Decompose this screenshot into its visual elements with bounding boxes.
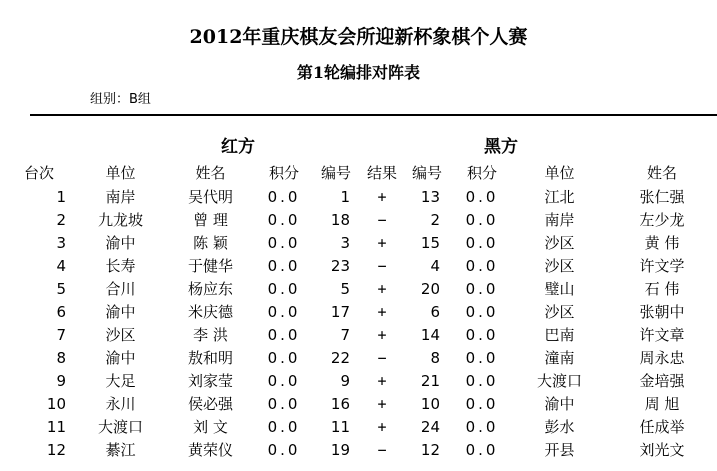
- red-points-cell: 0.0: [267, 325, 301, 344]
- black-unit-cell: 彭水: [544, 418, 575, 436]
- red-number-cell: 9: [340, 371, 350, 390]
- black-unit-cell: 沙区: [544, 234, 575, 252]
- table-row: [0, 277, 717, 300]
- red-unit-cell: 渝中: [105, 234, 136, 252]
- red-unit-cell: 渝中: [105, 303, 136, 321]
- black-points-cell: 0.0: [465, 417, 499, 436]
- red-side-heading: 红方: [221, 137, 255, 157]
- col-header-red-name: 姓名: [195, 163, 226, 182]
- red-name-cell: 于健华: [187, 257, 233, 275]
- round-subtitle: 第1轮编排对阵表: [296, 63, 421, 82]
- black-points-cell: 0.0: [465, 371, 499, 390]
- black-name-cell: 许文学: [639, 257, 685, 275]
- red-points-cell: 0.0: [267, 417, 301, 436]
- black-unit-cell: 南岸: [544, 211, 575, 229]
- black-name-cell: 许文章: [639, 326, 685, 344]
- black-points-cell: 0.0: [465, 256, 499, 275]
- header-divider: [30, 114, 717, 116]
- black-unit-cell: 大渡口: [536, 372, 582, 390]
- black-name-cell: 张朝中: [639, 303, 685, 321]
- table-row: [0, 415, 717, 438]
- table-row: [0, 392, 717, 415]
- black-number-cell: 20: [420, 279, 440, 298]
- red-name-cell: 陈 颖: [193, 234, 228, 252]
- black-points-cell: 0.0: [465, 325, 499, 344]
- table-number-cell: 9: [56, 371, 66, 390]
- table-number-cell: 1: [56, 187, 66, 206]
- black-name-cell: 周永忠: [639, 349, 685, 367]
- red-unit-cell: 永川: [105, 395, 136, 413]
- col-header-black-name: 姓名: [646, 163, 677, 182]
- result-cell: −: [377, 348, 387, 367]
- page-title: 2012年重庆棋友会所迎新杯象棋个人赛: [189, 26, 528, 48]
- red-unit-cell: 渝中: [105, 349, 136, 367]
- black-number-cell: 2: [430, 210, 440, 229]
- table-row: [0, 208, 717, 231]
- result-cell: +: [377, 279, 387, 298]
- red-points-cell: 0.0: [267, 187, 301, 206]
- red-name-cell: 刘家莹: [187, 372, 233, 390]
- col-header-red-unit: 单位: [105, 163, 136, 182]
- red-number-cell: 1: [340, 187, 350, 206]
- red-unit-cell: 南岸: [105, 188, 136, 206]
- red-number-cell: 19: [330, 440, 350, 459]
- red-number-cell: 18: [330, 210, 350, 229]
- black-points-cell: 0.0: [465, 440, 499, 459]
- result-cell: +: [377, 417, 387, 436]
- red-points-cell: 0.0: [267, 440, 301, 459]
- table-number-cell: 10: [46, 394, 66, 413]
- red-name-cell: 米庆德: [187, 303, 233, 321]
- red-name-cell: 敖和明: [187, 349, 233, 367]
- black-points-cell: 0.0: [465, 348, 499, 367]
- table-row: [0, 231, 717, 254]
- black-number-cell: 24: [420, 417, 440, 436]
- col-header-table: 台次: [23, 163, 54, 182]
- table-header-row: [0, 159, 717, 185]
- table-number-cell: 5: [56, 279, 66, 298]
- black-unit-cell: 巴南: [544, 326, 575, 344]
- black-name-cell: 石 伟: [644, 280, 680, 298]
- black-number-cell: 14: [420, 325, 440, 344]
- red-unit-cell: 长寿: [105, 257, 136, 275]
- black-unit-cell: 潼南: [544, 349, 575, 367]
- black-name-cell: 张仁强: [639, 188, 685, 206]
- black-name-cell: 周 旭: [644, 395, 680, 413]
- table-number-cell: 3: [56, 233, 66, 252]
- black-side-heading: 黑方: [484, 137, 518, 157]
- result-cell: +: [377, 233, 387, 252]
- result-cell: +: [377, 325, 387, 344]
- result-cell: −: [377, 210, 387, 229]
- black-number-cell: 10: [420, 394, 440, 413]
- black-points-cell: 0.0: [465, 302, 499, 321]
- red-points-cell: 0.0: [267, 233, 301, 252]
- black-unit-cell: 璧山: [544, 280, 575, 298]
- red-unit-cell: 沙区: [105, 326, 136, 344]
- red-points-cell: 0.0: [267, 210, 301, 229]
- red-points-cell: 0.0: [267, 348, 301, 367]
- table-row: [0, 185, 717, 208]
- red-number-cell: 5: [340, 279, 350, 298]
- red-number-cell: 23: [330, 256, 350, 275]
- red-points-cell: 0.0: [267, 256, 301, 275]
- red-number-cell: 7: [340, 325, 350, 344]
- red-points-cell: 0.0: [267, 302, 301, 321]
- red-number-cell: 22: [330, 348, 350, 367]
- red-points-cell: 0.0: [267, 394, 301, 413]
- result-cell: +: [377, 187, 387, 206]
- pairing-table: [0, 159, 717, 461]
- red-name-cell: 吴代明: [187, 188, 233, 206]
- black-number-cell: 13: [420, 187, 440, 206]
- table-number-cell: 4: [56, 256, 66, 275]
- black-points-cell: 0.0: [465, 233, 499, 252]
- red-points-cell: 0.0: [267, 279, 301, 298]
- result-cell: −: [377, 440, 387, 459]
- result-cell: +: [377, 371, 387, 390]
- col-header-result: 结果: [366, 163, 397, 182]
- red-unit-cell: 大足: [105, 372, 136, 390]
- red-number-cell: 3: [340, 233, 350, 252]
- col-header-red-points: 积分: [268, 163, 299, 182]
- result-cell: +: [377, 394, 387, 413]
- red-number-cell: 17: [330, 302, 350, 321]
- red-name-cell: 曾 理: [193, 211, 228, 229]
- table-row: [0, 300, 717, 323]
- black-name-cell: 左少龙: [639, 211, 685, 229]
- result-cell: −: [377, 256, 387, 275]
- red-name-cell: 侯必强: [187, 395, 233, 413]
- red-name-cell: 李 洪: [193, 326, 228, 344]
- black-points-cell: 0.0: [465, 394, 499, 413]
- black-name-cell: 刘光文: [639, 441, 685, 459]
- col-header-black-no: 编号: [411, 163, 442, 182]
- red-unit-cell: 九龙坡: [97, 211, 143, 229]
- pairing-rows: [0, 185, 717, 461]
- table-row: [0, 438, 717, 461]
- black-number-cell: 21: [420, 371, 440, 390]
- red-unit-cell: 綦江: [105, 441, 136, 459]
- group-label: 组别：B组: [90, 92, 151, 107]
- black-points-cell: 0.0: [465, 279, 499, 298]
- col-header-red-no: 编号: [320, 163, 351, 182]
- black-unit-cell: 渝中: [544, 395, 575, 413]
- table-number-cell: 12: [46, 440, 66, 459]
- table-number-cell: 8: [56, 348, 66, 367]
- red-unit-cell: 合川: [105, 280, 136, 298]
- black-points-cell: 0.0: [465, 187, 499, 206]
- black-points-cell: 0.0: [465, 210, 499, 229]
- black-number-cell: 8: [430, 348, 440, 367]
- table-number-cell: 7: [56, 325, 66, 344]
- red-unit-cell: 大渡口: [97, 418, 143, 436]
- black-number-cell: 6: [430, 302, 440, 321]
- table-row: [0, 323, 717, 346]
- black-number-cell: 15: [420, 233, 440, 252]
- black-name-cell: 黄 伟: [644, 234, 680, 252]
- black-name-cell: 金培强: [639, 372, 685, 390]
- black-unit-cell: 沙区: [544, 303, 575, 321]
- table-number-cell: 6: [56, 302, 66, 321]
- black-number-cell: 12: [420, 440, 440, 459]
- table-number-cell: 2: [56, 210, 66, 229]
- red-name-cell: 杨应东: [187, 280, 233, 298]
- black-name-cell: 任成举: [639, 418, 685, 436]
- black-unit-cell: 沙区: [544, 257, 575, 275]
- red-points-cell: 0.0: [267, 371, 301, 390]
- col-header-black-unit: 单位: [544, 163, 575, 182]
- red-number-cell: 11: [330, 417, 350, 436]
- red-name-cell: 刘 文: [193, 418, 228, 436]
- result-cell: +: [377, 302, 387, 321]
- table-number-cell: 11: [46, 417, 66, 436]
- black-number-cell: 4: [430, 256, 440, 275]
- table-row: [0, 346, 717, 369]
- col-header-black-points: 积分: [466, 163, 497, 182]
- table-row: [0, 369, 717, 392]
- table-row: [0, 254, 717, 277]
- black-unit-cell: 江北: [544, 188, 575, 206]
- black-unit-cell: 开县: [544, 441, 575, 459]
- red-name-cell: 黄荣仪: [187, 441, 233, 459]
- red-number-cell: 16: [330, 394, 350, 413]
